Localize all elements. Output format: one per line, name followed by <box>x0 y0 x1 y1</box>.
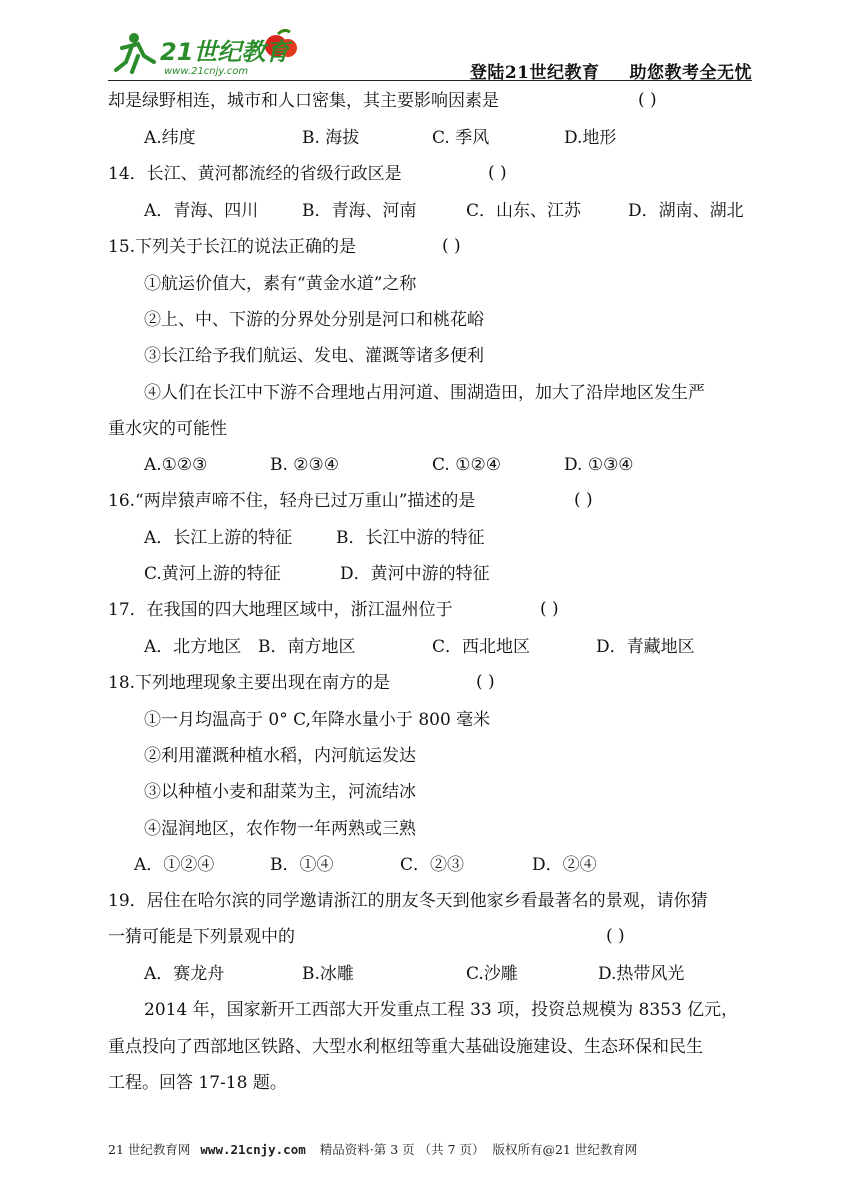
page-header <box>108 28 752 82</box>
q15-item-3: ③长江给予我们航运、发电、灌溉等诸多便利 <box>144 346 484 366</box>
q18-item-4: ④湿润地区，农作物一年两熟或三熟 <box>144 819 416 839</box>
q18-option-c: C．②③ <box>400 855 465 875</box>
q18-stem: 18.下列地理现象主要出现在南方的是 <box>108 673 391 693</box>
q13-option-c: C. 季风 <box>432 128 490 148</box>
q17-answer-paren: ( ) <box>540 599 559 619</box>
q14-option-b: B．青海、河南 <box>302 201 417 221</box>
q16-option-c: C.黄河上游的特征 <box>144 564 281 584</box>
q17-option-b: B．南方地区 <box>258 637 356 657</box>
q16-option-b: B．长江中游的特征 <box>336 528 485 548</box>
header-divider <box>108 80 752 81</box>
q13-option-d: D.地形 <box>564 128 617 148</box>
logo-subtext: www.21cnjy.com <box>164 66 249 77</box>
passage-line-3: 工程。回答 17-18 题。 <box>108 1073 287 1093</box>
q15-option-d: D. ①③④ <box>564 455 634 475</box>
passage-line-1: 2014 年，国家新开工西部大开发重点工程 33 项，投资总规模为 8353 亿元， <box>144 1000 739 1020</box>
site-logo <box>108 28 308 80</box>
q15-option-c: C. ①②④ <box>432 455 501 475</box>
footer-url[interactable]: www.21cnjy.com <box>200 1142 306 1157</box>
q13-option-b: B. 海拔 <box>302 128 360 148</box>
q15-option-b: B. ②③④ <box>270 455 340 475</box>
q13-answer-paren: ( ) <box>638 90 657 110</box>
q14-stem: 14．长江、黄河都流经的省级行政区是 <box>108 164 402 184</box>
slogan-login: 登陆21世纪教育 <box>469 63 600 83</box>
q16-option-d: D．黄河中游的特征 <box>340 564 490 584</box>
q15-item-4-cont: 重水灾的可能性 <box>108 419 227 439</box>
q18-answer-paren: ( ) <box>476 672 495 692</box>
logo-text: 21世纪教育 <box>160 38 290 66</box>
q14-option-d: D．湖南、湖北 <box>628 201 744 221</box>
q16-option-a: A．长江上游的特征 <box>144 528 293 548</box>
q17-option-a: A．北方地区 <box>144 637 242 657</box>
page-footer <box>108 1140 752 1158</box>
q15-stem: 15.下列关于长江的说法正确的是 <box>108 237 357 257</box>
q15-answer-paren: ( ) <box>442 236 461 256</box>
q16-answer-paren: ( ) <box>574 490 593 510</box>
q15-option-a: A.①②③ <box>144 455 208 475</box>
q17-stem: 17．在我国的四大地理区域中，浙江温州位于 <box>108 600 453 620</box>
q18-item-3: ③以种植小麦和甜菜为主，河流结冰 <box>144 782 416 802</box>
passage-line-2: 重点投向了西部地区铁路、大型水利枢纽等重大基础设施建设、生态环保和民生 <box>108 1037 703 1057</box>
q15-item-4: ④人们在长江中下游不合理地占用河道、围湖造田，加大了沿岸地区发生严 <box>144 383 705 403</box>
slogan-help: 助您教考全无忧 <box>629 63 752 83</box>
footer-page-info: 精品资料·第 3 页 （共 7 页） <box>319 1142 485 1157</box>
q18-item-2: ②利用灌溉种植水稻，内河航运发达 <box>144 746 416 766</box>
q19-answer-paren: ( ) <box>606 926 625 946</box>
q19-stem-cont: 一猜可能是下列景观中的 <box>108 927 295 947</box>
q19-option-c: C.沙雕 <box>466 964 518 984</box>
q13-option-a: A.纬度 <box>144 128 196 148</box>
q19-option-a: A．赛龙舟 <box>144 964 225 984</box>
q17-option-d: D．青藏地区 <box>596 637 695 657</box>
q19-option-b: B.冰雕 <box>302 964 354 984</box>
footer-rights: 版权所有@21 世纪教育网 <box>492 1142 638 1157</box>
q15-item-2: ②上、中、下游的分界处分别是河口和桃花峪 <box>144 310 484 330</box>
q19-stem: 19．居住在哈尔滨的同学邀请浙江的朋友冬天到他家乡看最著名的景观，请你猜 <box>108 891 708 911</box>
footer-site: 21 世纪教育网 <box>108 1142 191 1157</box>
q14-option-c: C．山东、江苏 <box>466 201 582 221</box>
q14-option-a: A．青海、四川 <box>144 201 259 221</box>
q19-option-d: D.热带风光 <box>598 964 685 984</box>
q16-stem: 16.“两岸猿声啼不住，轻舟已过万重山”描述的是 <box>108 491 476 511</box>
q18-option-a: A．①②④ <box>134 855 215 875</box>
q17-option-c: C．西北地区 <box>432 637 531 657</box>
q15-item-1: ①航运价值大，素有“黄金水道”之称 <box>144 274 417 294</box>
q18-option-b: B．①④ <box>270 855 334 875</box>
q13-stem-tail: 却是绿野相连，城市和人口密集，其主要影响因素是 <box>108 91 499 111</box>
q18-option-d: D．②④ <box>532 855 597 875</box>
q18-item-1: ①一月均温高于 0° C,年降水量小于 800 毫米 <box>144 710 491 730</box>
q14-answer-paren: ( ) <box>488 163 507 183</box>
